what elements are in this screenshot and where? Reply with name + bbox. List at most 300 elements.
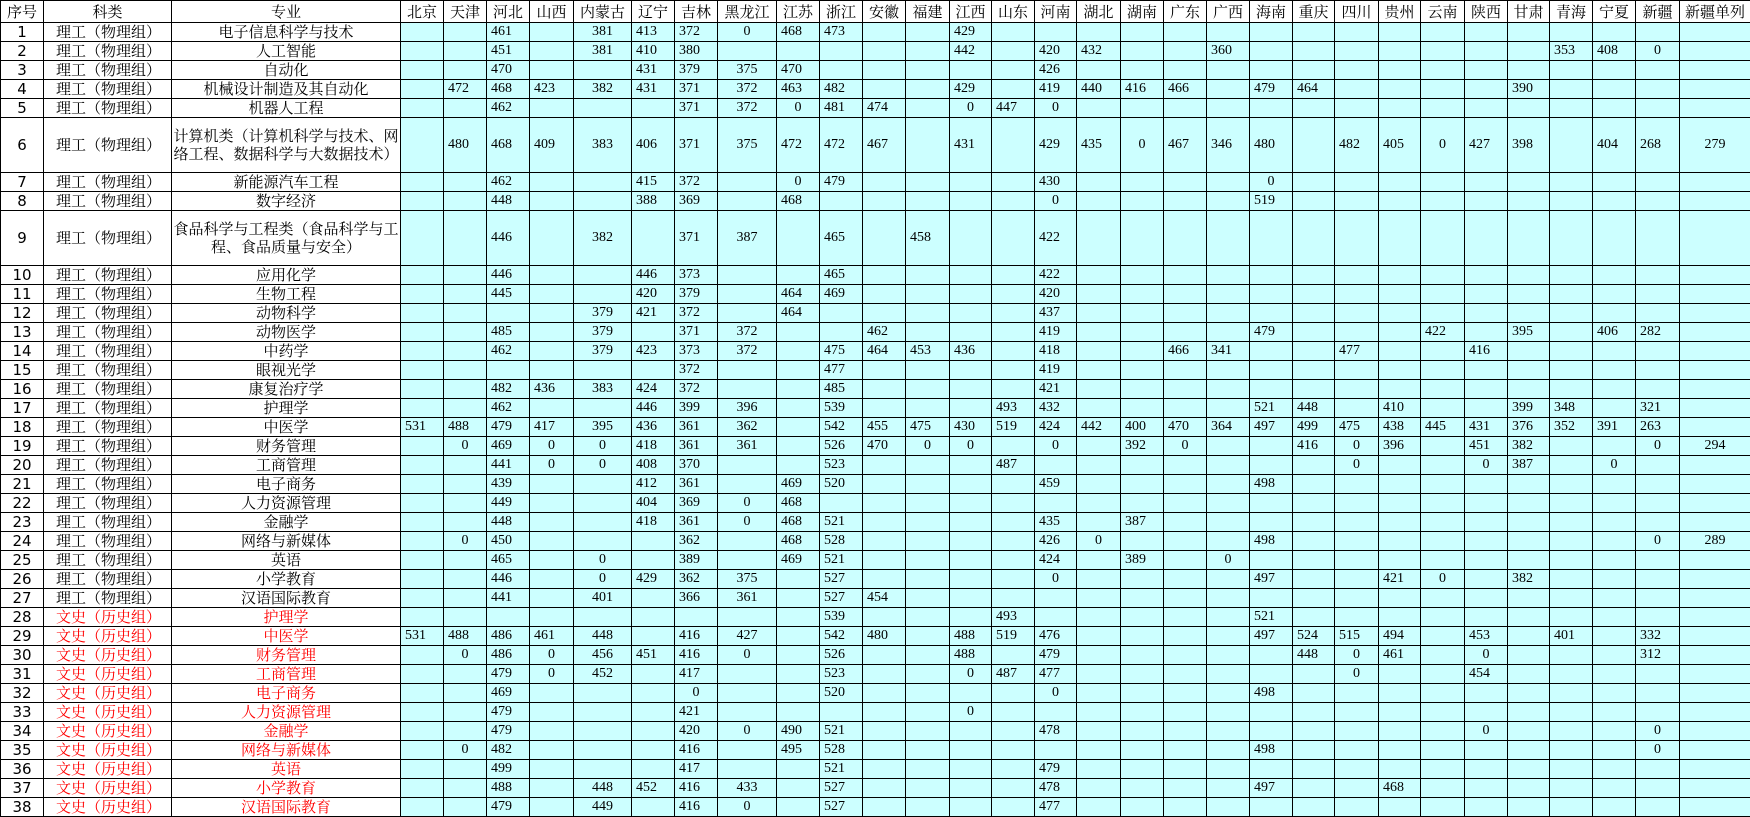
row-major: 人工智能 xyxy=(172,42,401,61)
score-cell xyxy=(906,173,950,192)
score-cell xyxy=(1421,42,1465,61)
table-row xyxy=(1,741,1750,760)
score-cell xyxy=(1164,684,1207,703)
score-cell: 321 xyxy=(1636,399,1680,418)
score-cell xyxy=(718,42,777,61)
row-category: 理工（物理组） xyxy=(44,42,172,61)
score-cell xyxy=(1636,192,1680,211)
score-cell xyxy=(950,513,992,532)
table-row xyxy=(1,118,1750,173)
score-cell xyxy=(530,703,574,722)
row-seq: 36 xyxy=(1,760,44,779)
score-cell xyxy=(1421,456,1465,475)
score-cell xyxy=(444,211,487,266)
score-cell xyxy=(777,342,820,361)
score-cell xyxy=(1164,192,1207,211)
score-cell xyxy=(632,665,675,684)
table-row xyxy=(1,99,1750,118)
score-cell: 487 xyxy=(992,665,1035,684)
score-cell: 389 xyxy=(1121,551,1164,570)
row-major: 动物科学 xyxy=(172,304,401,323)
score-cell xyxy=(1550,173,1593,192)
score-cell xyxy=(1379,665,1421,684)
row-category: 理工（物理组） xyxy=(44,23,172,42)
score-cell xyxy=(950,399,992,418)
score-cell xyxy=(777,779,820,798)
score-cell xyxy=(718,741,777,760)
table-row xyxy=(1,399,1750,418)
score-cell xyxy=(863,61,906,80)
score-cell xyxy=(444,304,487,323)
score-cell xyxy=(1508,627,1550,646)
score-cell xyxy=(1207,61,1250,80)
score-cell: 431 xyxy=(950,118,992,173)
score-cell: 523 xyxy=(820,665,863,684)
score-cell: 477 xyxy=(1335,342,1379,361)
score-cell: 485 xyxy=(820,380,863,399)
row-major: 机器人工程 xyxy=(172,99,401,118)
score-cell xyxy=(1465,173,1508,192)
table-row xyxy=(1,380,1750,399)
score-cell xyxy=(1335,551,1379,570)
score-cell xyxy=(1077,494,1121,513)
score-cell: 430 xyxy=(1035,173,1077,192)
score-cell xyxy=(906,513,950,532)
score-cell xyxy=(1164,211,1207,266)
score-cell xyxy=(1465,684,1508,703)
score-cell: 459 xyxy=(1035,475,1077,494)
score-cell xyxy=(1379,342,1421,361)
score-cell xyxy=(1508,342,1550,361)
score-cell xyxy=(863,173,906,192)
score-cell xyxy=(401,779,444,798)
score-cell: 498 xyxy=(1250,532,1293,551)
score-cell xyxy=(1508,703,1550,722)
score-cell xyxy=(1250,798,1293,817)
score-cell xyxy=(1593,532,1636,551)
score-cell: 0 xyxy=(1250,173,1293,192)
score-cell xyxy=(1465,23,1508,42)
score-cell xyxy=(1121,304,1164,323)
row-seq: 10 xyxy=(1,266,44,285)
score-cell: 390 xyxy=(1508,80,1550,99)
score-cell xyxy=(1335,684,1379,703)
score-cell xyxy=(530,323,574,342)
score-cell: 521 xyxy=(1250,399,1293,418)
score-cell xyxy=(1508,23,1550,42)
score-cell xyxy=(1335,722,1379,741)
table-row xyxy=(1,551,1750,570)
score-cell xyxy=(1421,627,1465,646)
score-cell xyxy=(992,551,1035,570)
row-major: 生物工程 xyxy=(172,285,401,304)
header-province: 重庆 xyxy=(1293,1,1335,23)
score-cell: 429 xyxy=(950,23,992,42)
table-row xyxy=(1,513,1750,532)
score-cell xyxy=(992,779,1035,798)
score-cell: 441 xyxy=(487,456,530,475)
score-cell: 381 xyxy=(574,42,632,61)
score-cell xyxy=(1379,192,1421,211)
score-cell xyxy=(1207,494,1250,513)
score-cell: 0 xyxy=(1121,118,1164,173)
row-major: 护理学 xyxy=(172,399,401,418)
score-cell xyxy=(992,61,1035,80)
score-cell: 372 xyxy=(675,23,718,42)
score-cell: 391 xyxy=(1593,418,1636,437)
score-cell xyxy=(777,266,820,285)
score-cell: 416 xyxy=(1293,437,1335,456)
score-cell xyxy=(632,722,675,741)
header-province: 湖南 xyxy=(1121,1,1164,23)
row-seq: 25 xyxy=(1,551,44,570)
score-cell: 435 xyxy=(1035,513,1077,532)
score-cell: 495 xyxy=(777,741,820,760)
score-cell: 433 xyxy=(718,779,777,798)
header-province: 新疆单列 xyxy=(1680,1,1750,23)
score-cell xyxy=(1035,589,1077,608)
score-cell xyxy=(992,703,1035,722)
score-cell xyxy=(1335,42,1379,61)
score-cell xyxy=(950,456,992,475)
score-cell xyxy=(1636,285,1680,304)
score-cell xyxy=(906,532,950,551)
score-cell xyxy=(1379,80,1421,99)
header-province: 山西 xyxy=(530,1,574,23)
header-province: 甘肃 xyxy=(1508,1,1550,23)
score-cell xyxy=(1121,608,1164,627)
score-cell xyxy=(1465,589,1508,608)
score-cell: 373 xyxy=(675,342,718,361)
table-row xyxy=(1,437,1750,456)
score-cell xyxy=(906,380,950,399)
score-cell xyxy=(1636,513,1680,532)
score-cell: 480 xyxy=(444,118,487,173)
score-cell xyxy=(530,513,574,532)
table-row xyxy=(1,627,1750,646)
row-seq: 18 xyxy=(1,418,44,437)
score-cell: 463 xyxy=(777,80,820,99)
score-cell: 0 xyxy=(675,684,718,703)
score-cell xyxy=(906,266,950,285)
score-cell xyxy=(950,361,992,380)
score-cell: 421 xyxy=(632,304,675,323)
table-row xyxy=(1,665,1750,684)
score-cell: 445 xyxy=(487,285,530,304)
score-cell xyxy=(1379,211,1421,266)
score-cell xyxy=(863,399,906,418)
score-cell: 482 xyxy=(487,741,530,760)
score-cell xyxy=(863,665,906,684)
score-cell xyxy=(444,285,487,304)
score-cell: 445 xyxy=(1421,418,1465,437)
score-cell xyxy=(1465,513,1508,532)
score-cell xyxy=(906,684,950,703)
score-cell xyxy=(1508,665,1550,684)
row-category: 理工（物理组） xyxy=(44,437,172,456)
table-row xyxy=(1,646,1750,665)
score-cell: 422 xyxy=(1035,266,1077,285)
score-cell xyxy=(950,173,992,192)
table-body xyxy=(1,23,1750,817)
score-cell xyxy=(820,323,863,342)
score-cell xyxy=(444,456,487,475)
row-seq: 8 xyxy=(1,192,44,211)
score-cell xyxy=(1550,779,1593,798)
score-cell xyxy=(444,323,487,342)
header-province: 黑龙江 xyxy=(718,1,777,23)
score-cell xyxy=(992,532,1035,551)
score-cell xyxy=(1680,61,1750,80)
score-cell: 451 xyxy=(1465,437,1508,456)
score-cell: 417 xyxy=(675,665,718,684)
score-cell: 401 xyxy=(1550,627,1593,646)
score-cell xyxy=(1121,741,1164,760)
score-cell xyxy=(1164,570,1207,589)
score-cell xyxy=(1465,99,1508,118)
score-cell xyxy=(1293,380,1335,399)
row-category: 理工（物理组） xyxy=(44,99,172,118)
score-cell xyxy=(992,42,1035,61)
row-seq: 2 xyxy=(1,42,44,61)
row-major: 计算机类（计算机科学与技术、网络工程、数据科学与大数据技术） xyxy=(172,118,401,173)
header-province: 海南 xyxy=(1250,1,1293,23)
score-cell xyxy=(1035,703,1077,722)
score-cell xyxy=(992,760,1035,779)
score-cell xyxy=(1121,173,1164,192)
score-cell xyxy=(1335,399,1379,418)
score-cell: 487 xyxy=(992,456,1035,475)
score-cell: 420 xyxy=(1035,285,1077,304)
score-cell: 488 xyxy=(444,627,487,646)
score-cell xyxy=(1636,304,1680,323)
score-cell: 520 xyxy=(820,475,863,494)
score-cell xyxy=(1421,361,1465,380)
score-cell: 424 xyxy=(632,380,675,399)
score-cell xyxy=(992,589,1035,608)
score-cell xyxy=(863,722,906,741)
score-cell: 465 xyxy=(820,266,863,285)
score-cell xyxy=(1680,418,1750,437)
score-cell xyxy=(1636,173,1680,192)
score-cell xyxy=(444,192,487,211)
row-major: 网络与新媒体 xyxy=(172,532,401,551)
score-cell: 371 xyxy=(675,323,718,342)
score-cell xyxy=(1207,722,1250,741)
score-cell xyxy=(1550,494,1593,513)
score-cell xyxy=(906,608,950,627)
score-cell xyxy=(1421,665,1465,684)
score-cell: 362 xyxy=(675,570,718,589)
score-cell xyxy=(992,646,1035,665)
row-category: 文史（历史组） xyxy=(44,798,172,817)
score-cell: 479 xyxy=(820,173,863,192)
row-major: 英语 xyxy=(172,551,401,570)
score-cell xyxy=(1335,99,1379,118)
score-cell xyxy=(1335,323,1379,342)
header-province: 吉林 xyxy=(675,1,718,23)
score-cell xyxy=(1250,551,1293,570)
score-cell: 0 xyxy=(1164,437,1207,456)
score-cell xyxy=(1550,304,1593,323)
score-cell xyxy=(950,551,992,570)
score-cell: 441 xyxy=(487,589,530,608)
score-cell xyxy=(1550,741,1593,760)
row-major: 小学教育 xyxy=(172,779,401,798)
score-cell xyxy=(632,589,675,608)
score-cell xyxy=(1077,23,1121,42)
score-cell: 418 xyxy=(632,513,675,532)
score-cell xyxy=(992,684,1035,703)
score-cell xyxy=(1680,323,1750,342)
score-cell: 479 xyxy=(1250,323,1293,342)
score-cell: 539 xyxy=(820,399,863,418)
score-cell xyxy=(1465,304,1508,323)
row-category: 理工（物理组） xyxy=(44,456,172,475)
score-cell: 435 xyxy=(1077,118,1121,173)
score-cell xyxy=(1250,23,1293,42)
score-cell: 353 xyxy=(1550,42,1593,61)
score-cell xyxy=(1335,741,1379,760)
score-cell: 361 xyxy=(718,589,777,608)
score-cell: 372 xyxy=(718,342,777,361)
table-row xyxy=(1,304,1750,323)
score-cell xyxy=(1508,211,1550,266)
score-cell: 0 xyxy=(950,437,992,456)
score-cell: 0 xyxy=(530,456,574,475)
score-cell: 446 xyxy=(487,211,530,266)
score-cell: 0 xyxy=(1636,722,1680,741)
score-cell: 528 xyxy=(820,741,863,760)
score-cell xyxy=(1593,703,1636,722)
score-cell xyxy=(992,211,1035,266)
score-cell xyxy=(1508,741,1550,760)
score-cell: 388 xyxy=(632,192,675,211)
score-cell xyxy=(1680,456,1750,475)
score-cell: 464 xyxy=(1293,80,1335,99)
score-cell xyxy=(401,494,444,513)
score-cell xyxy=(1121,798,1164,817)
score-cell xyxy=(1508,304,1550,323)
score-cell: 427 xyxy=(718,627,777,646)
score-cell xyxy=(401,380,444,399)
score-cell xyxy=(1379,42,1421,61)
score-cell xyxy=(1250,703,1293,722)
score-cell: 362 xyxy=(675,532,718,551)
score-cell xyxy=(1121,266,1164,285)
score-cell xyxy=(1164,703,1207,722)
row-category: 理工（物理组） xyxy=(44,494,172,513)
table-row xyxy=(1,798,1750,817)
score-cell xyxy=(632,361,675,380)
table-row xyxy=(1,266,1750,285)
row-category: 理工（物理组） xyxy=(44,80,172,99)
row-category: 文史（历史组） xyxy=(44,665,172,684)
row-major: 眼视光学 xyxy=(172,361,401,380)
score-cell xyxy=(820,42,863,61)
score-cell xyxy=(863,211,906,266)
score-cell xyxy=(1121,323,1164,342)
score-cell xyxy=(401,456,444,475)
score-cell xyxy=(1121,570,1164,589)
row-category: 理工（物理组） xyxy=(44,304,172,323)
row-major: 小学教育 xyxy=(172,570,401,589)
score-cell: 0 xyxy=(1465,646,1508,665)
score-cell: 521 xyxy=(820,551,863,570)
score-cell xyxy=(530,192,574,211)
score-cell xyxy=(1207,173,1250,192)
score-cell xyxy=(1508,192,1550,211)
score-cell xyxy=(1379,285,1421,304)
row-category: 文史（历史组） xyxy=(44,684,172,703)
table-row xyxy=(1,342,1750,361)
score-cell xyxy=(1293,99,1335,118)
row-category: 理工（物理组） xyxy=(44,380,172,399)
score-cell xyxy=(401,118,444,173)
score-cell xyxy=(1293,23,1335,42)
table-row xyxy=(1,323,1750,342)
score-cell xyxy=(530,722,574,741)
score-cell xyxy=(1293,608,1335,627)
score-cell xyxy=(1335,494,1379,513)
score-cell xyxy=(1550,192,1593,211)
score-cell: 451 xyxy=(632,646,675,665)
row-category: 文史（历史组） xyxy=(44,741,172,760)
row-seq: 26 xyxy=(1,570,44,589)
score-cell: 453 xyxy=(906,342,950,361)
row-category: 理工（物理组） xyxy=(44,118,172,173)
score-cell xyxy=(1593,608,1636,627)
score-cell xyxy=(1077,285,1121,304)
score-cell xyxy=(1680,513,1750,532)
score-cell xyxy=(1293,285,1335,304)
score-cell xyxy=(1593,646,1636,665)
score-cell xyxy=(1421,173,1465,192)
header-province: 内蒙古 xyxy=(574,1,632,23)
row-major: 动物医学 xyxy=(172,323,401,342)
score-cell: 426 xyxy=(1035,532,1077,551)
score-cell: 449 xyxy=(487,494,530,513)
score-cell xyxy=(906,285,950,304)
score-cell xyxy=(1465,532,1508,551)
score-cell xyxy=(1077,456,1121,475)
score-cell xyxy=(1164,513,1207,532)
score-cell: 468 xyxy=(777,23,820,42)
score-cell: 470 xyxy=(863,437,906,456)
score-cell: 446 xyxy=(487,570,530,589)
score-cell xyxy=(1164,99,1207,118)
score-cell xyxy=(1250,665,1293,684)
row-seq: 32 xyxy=(1,684,44,703)
score-cell xyxy=(401,399,444,418)
score-cell xyxy=(401,80,444,99)
score-cell: 515 xyxy=(1335,627,1379,646)
score-cell xyxy=(863,551,906,570)
score-cell xyxy=(1680,741,1750,760)
row-major: 机械设计制造及其自动化 xyxy=(172,80,401,99)
score-cell: 482 xyxy=(487,380,530,399)
score-cell: 366 xyxy=(675,589,718,608)
score-cell: 458 xyxy=(906,211,950,266)
score-cell xyxy=(1636,798,1680,817)
score-cell xyxy=(1250,61,1293,80)
score-cell xyxy=(444,760,487,779)
score-cell: 465 xyxy=(820,211,863,266)
score-cell xyxy=(1121,456,1164,475)
score-cell: 361 xyxy=(675,513,718,532)
score-cell xyxy=(1508,760,1550,779)
score-cell xyxy=(1593,342,1636,361)
